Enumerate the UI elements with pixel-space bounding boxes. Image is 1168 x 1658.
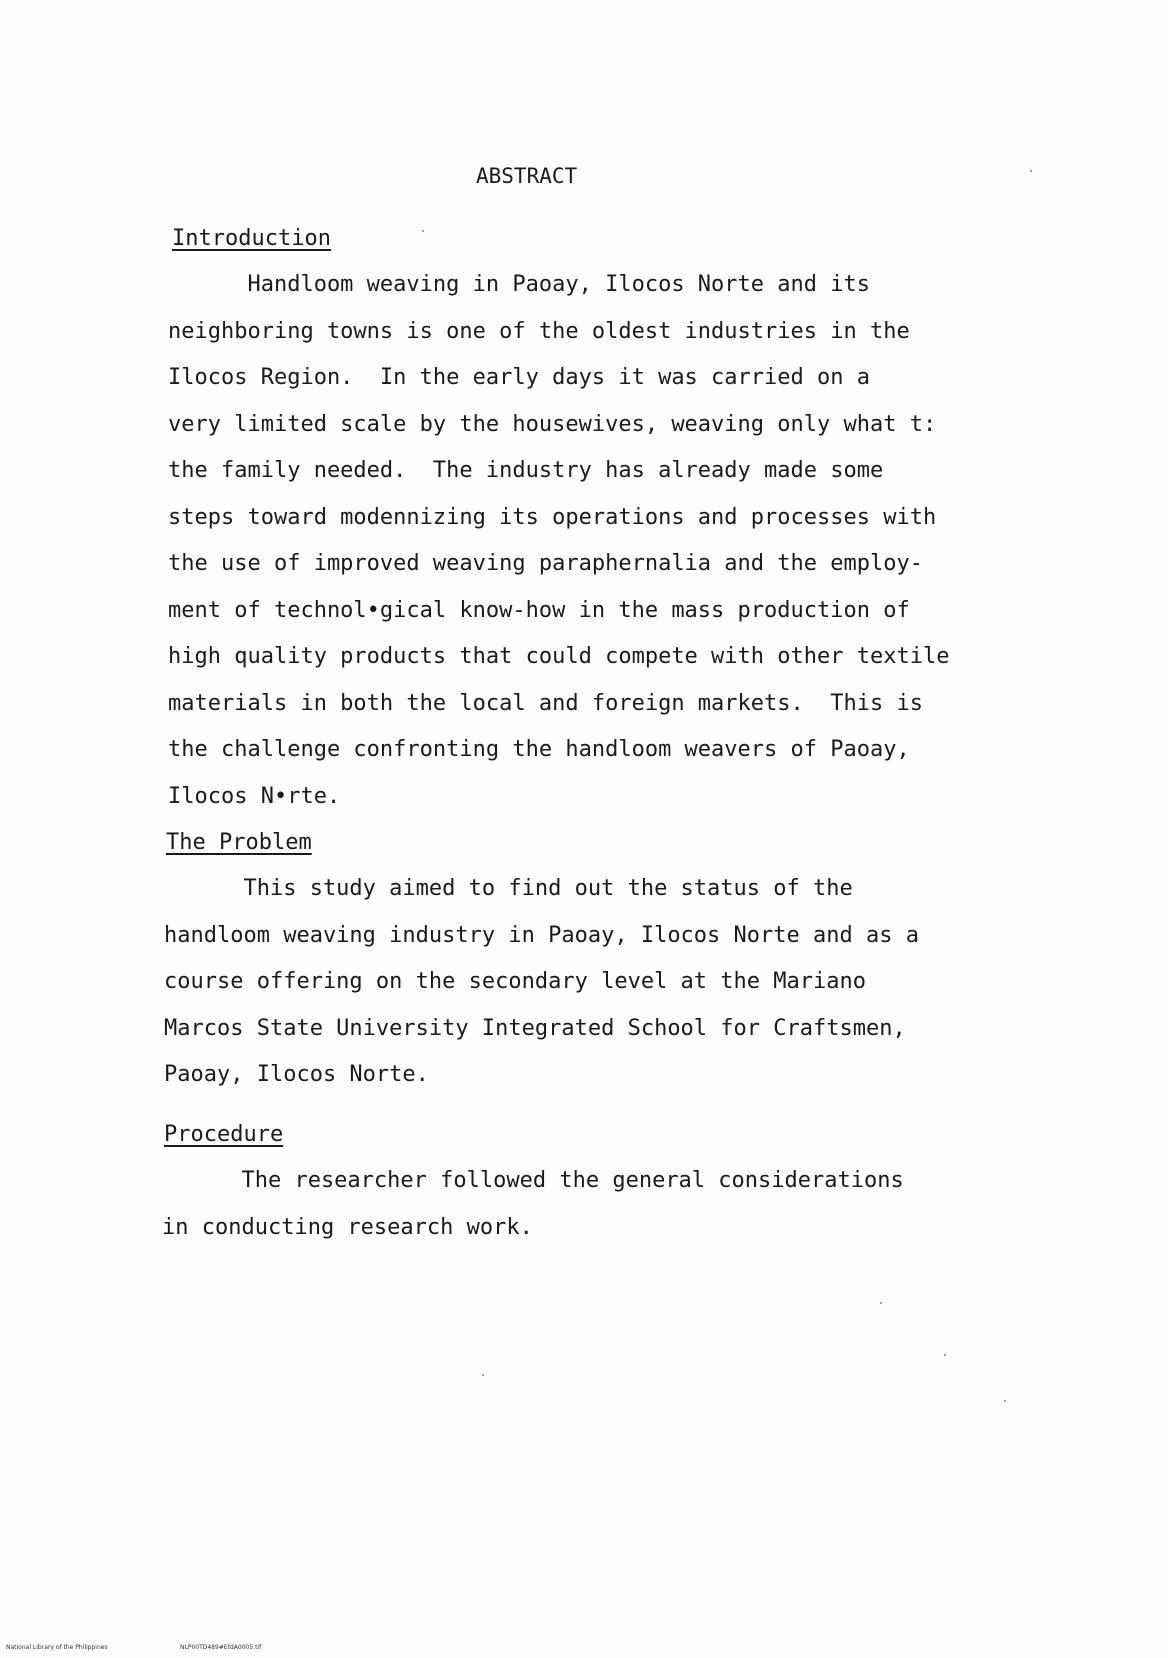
scan-speck [944, 1354, 946, 1356]
paragraph-line: Ilocos Region. In the early days it was carried on a [168, 365, 870, 390]
footer-library-label: National Library of the Philippines [6, 1644, 108, 1651]
problem-paragraph [164, 866, 1024, 1099]
problem-heading: The Problem [166, 830, 312, 855]
paragraph-line: ment of technol•gical know-how in the mass production of [168, 597, 910, 623]
paragraph-line: Marcos State University Integrated School for Craftsmen, [164, 1015, 906, 1041]
paragraph-line: course offering on the secondary level at the Mariano [164, 969, 866, 994]
paragraph-line: high quality products that could compete with other textile [168, 644, 950, 669]
scan-speck [482, 1374, 484, 1376]
paragraph-line: This study aimed to find out the status of the [164, 876, 853, 901]
scan-speck [1030, 170, 1032, 172]
introduction-paragraph [168, 262, 1028, 820]
paragraph-line: neighboring towns is one of the oldest industries in the [168, 318, 910, 344]
paragraph-line: the family needed. The industry has already made some [168, 458, 884, 483]
procedure-paragraph [162, 1158, 1022, 1251]
paragraph-line: in conducting research work. [162, 1214, 533, 1240]
footer-file-label: NLP00TD489#EtdA0005.tif [180, 1644, 262, 1651]
paragraph-line: the use of improved weaving paraphernalia and the employ- [168, 551, 923, 576]
introduction-heading: Introduction [172, 226, 331, 251]
paragraph-line: materials in both the local and foreign markets. This is [168, 690, 923, 716]
scan-speck [880, 1302, 882, 1304]
paragraph-line: very limited scale by the housewives, weaving only what t: [168, 411, 937, 437]
scan-speck [1004, 1400, 1006, 1402]
paragraph-line: The researcher followed the general considerations [162, 1168, 904, 1193]
paragraph-line: handloom weaving industry in Paoay, Ilocos Norte and as a [164, 922, 919, 948]
procedure-heading: Procedure [164, 1122, 284, 1147]
paragraph-line: Handloom weaving in Paoay, Ilocos Norte and its [168, 272, 870, 297]
paragraph-line: the challenge confronting the handloom weavers of Paoay, [168, 737, 910, 762]
paragraph-line: steps toward modennizing its operations and processes with [168, 504, 937, 530]
paragraph-line: Paoay, Ilocos Norte. [164, 1062, 429, 1087]
scan-speck [422, 230, 424, 232]
paragraph-line: Ilocos N•rte. [168, 783, 341, 809]
abstract-title: ABSTRACT [476, 164, 578, 188]
